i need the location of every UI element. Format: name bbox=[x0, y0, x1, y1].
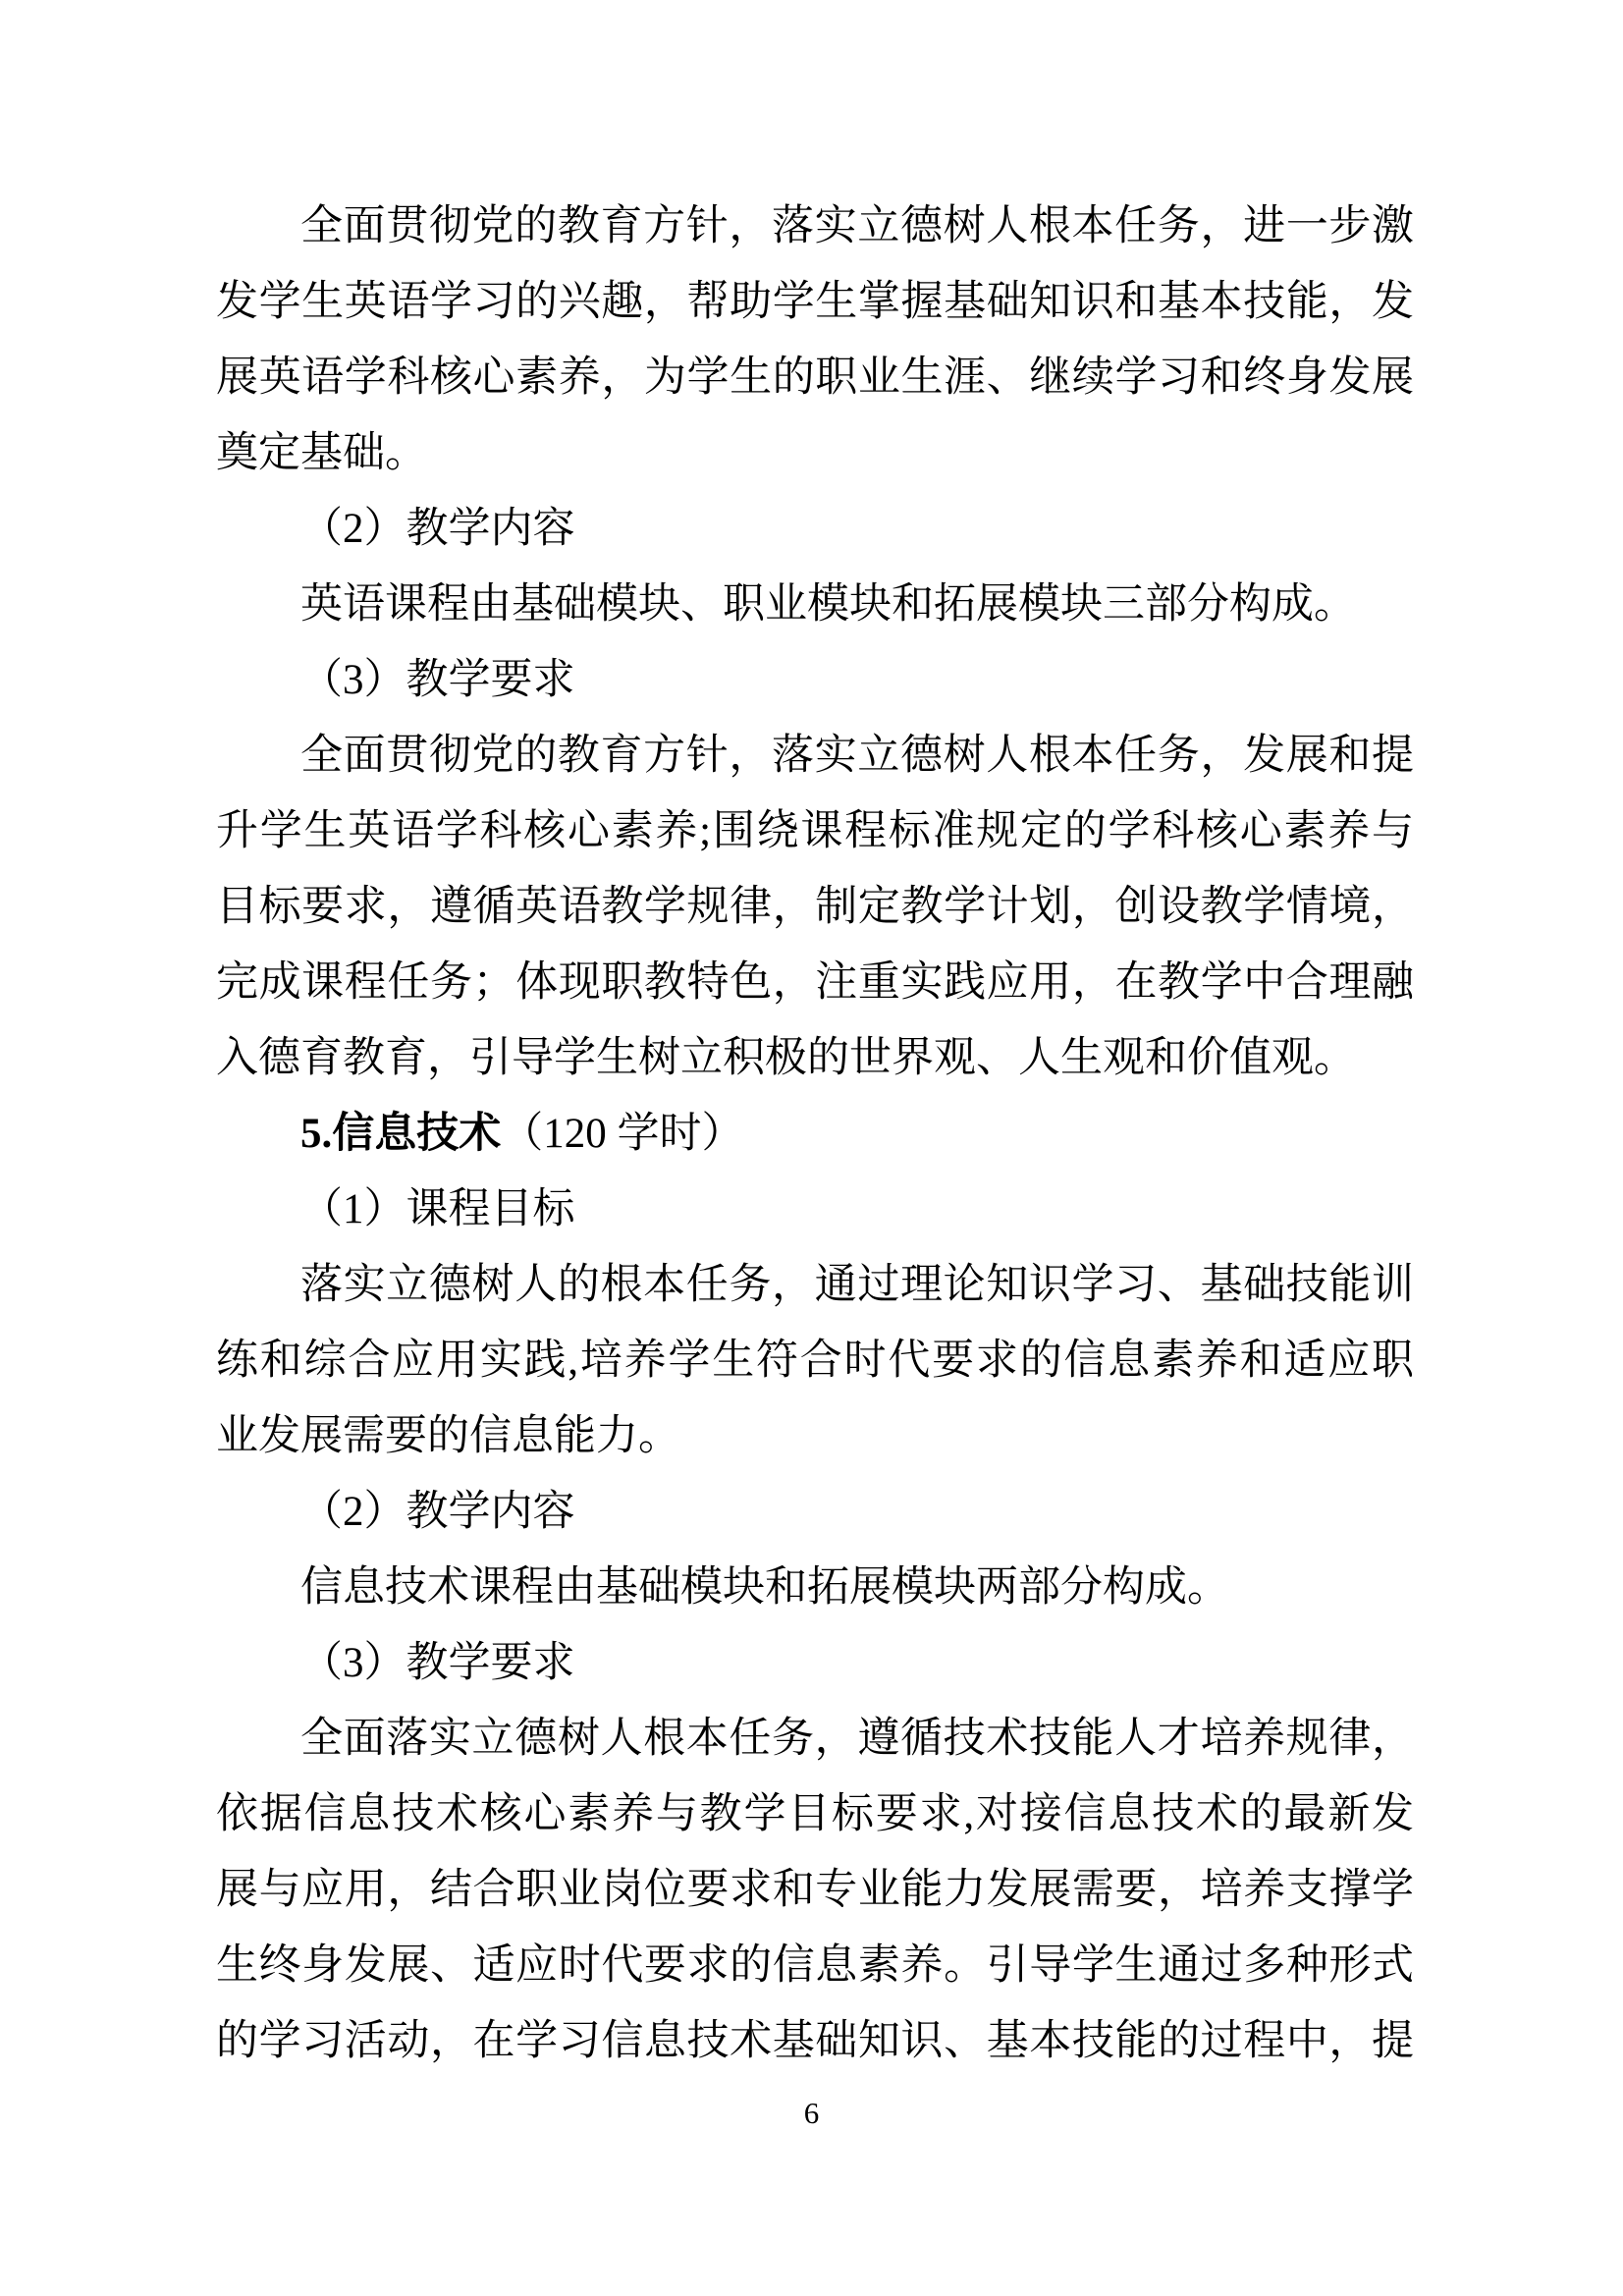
line-text: 升学生英语学科核心素养;围绕课程标准规定的学科核心素养与 bbox=[216, 808, 1414, 854]
line-text: 的学习活动，在学习信息技术基础知识、基本技能的过程中，提 bbox=[216, 2018, 1414, 2064]
line-text: （2）教学内容 bbox=[300, 1489, 575, 1535]
text-line bbox=[216, 491, 1414, 567]
text-line bbox=[216, 189, 1414, 264]
line-text: 信息技术课程由基础模块和拓展模块两部分构成。 bbox=[300, 1564, 1229, 1611]
text-line bbox=[216, 1928, 1414, 2003]
line-text: 英语课程由基础模块、职业模块和拓展模块三部分构成。 bbox=[300, 581, 1356, 628]
text-line bbox=[216, 1323, 1414, 1398]
line-text: 全面贯彻党的教育方针，落实立德树人根本任务，发展和提 bbox=[300, 733, 1414, 779]
text-line bbox=[216, 642, 1414, 718]
section-heading-text: 5.信息技术 bbox=[300, 1111, 502, 1157]
line-text: （120 学时） bbox=[501, 1111, 744, 1157]
line-text: 全面贯彻党的教育方针，落实立德树人根本任务，进一步激 bbox=[300, 203, 1414, 249]
line-text: 依据信息技术核心素养与教学目标要求,对接信息技术的最新发 bbox=[216, 1791, 1414, 1837]
text-line bbox=[216, 567, 1414, 642]
line-text: 完成课程任务；体现职教特色，注重实践应用，在教学中合理融 bbox=[216, 959, 1414, 1006]
text-line bbox=[216, 945, 1414, 1020]
line-text: 目标要求，遵循英语教学规律，制定教学计划，创设教学情境， bbox=[216, 884, 1414, 930]
line-text: 业发展需要的信息能力。 bbox=[216, 1413, 680, 1459]
line-text: （3）教学要求 bbox=[300, 1640, 575, 1686]
text-line bbox=[216, 1020, 1414, 1096]
line-text: 生终身发展、适应时代要求的信息素养。引导学生通过多种形式 bbox=[216, 1942, 1414, 1989]
text-line bbox=[216, 2003, 1414, 2079]
text-line bbox=[216, 1852, 1414, 1928]
text-line bbox=[216, 1172, 1414, 1247]
text-line bbox=[216, 718, 1414, 793]
document-body bbox=[216, 189, 1414, 2079]
line-text: 展与应用，结合职业岗位要求和专业能力发展需要，培养支撑学 bbox=[216, 1867, 1414, 1913]
text-line bbox=[216, 1096, 1414, 1172]
line-text: （1）课程目标 bbox=[300, 1186, 575, 1232]
text-line bbox=[216, 415, 1414, 491]
page-number: 6 bbox=[803, 2096, 820, 2130]
text-line bbox=[216, 1550, 1414, 1625]
line-text: 发学生英语学习的兴趣，帮助学生掌握基础知识和基本技能，发 bbox=[216, 279, 1414, 325]
line-text: 展英语学科核心素养，为学生的职业生涯、继续学习和终身发展 bbox=[216, 355, 1414, 401]
line-text: （3）教学要求 bbox=[300, 657, 575, 703]
text-line bbox=[216, 1247, 1414, 1323]
text-line bbox=[216, 793, 1414, 869]
text-line bbox=[216, 869, 1414, 945]
text-line bbox=[216, 1474, 1414, 1550]
text-line bbox=[216, 264, 1414, 340]
line-text: 练和综合应用实践,培养学生符合时代要求的信息素养和适应职 bbox=[216, 1338, 1414, 1384]
line-text: 全面落实立德树人根本任务，遵循技术技能人才培养规律， bbox=[300, 1716, 1414, 1762]
text-line bbox=[216, 1398, 1414, 1474]
line-text: 入德育教育，引导学生树立积极的世界观、人生观和价值观。 bbox=[216, 1035, 1356, 1081]
line-text: （2）教学内容 bbox=[300, 506, 575, 552]
text-line bbox=[216, 1625, 1414, 1701]
page-number-footer bbox=[0, 2096, 1623, 2131]
line-text: 奠定基础。 bbox=[216, 430, 427, 476]
line-text: 落实立德树人的根本任务，通过理论知识学习、基础技能训 bbox=[300, 1262, 1414, 1308]
text-line bbox=[216, 1701, 1414, 1777]
text-line bbox=[216, 340, 1414, 415]
text-line bbox=[216, 1777, 1414, 1852]
